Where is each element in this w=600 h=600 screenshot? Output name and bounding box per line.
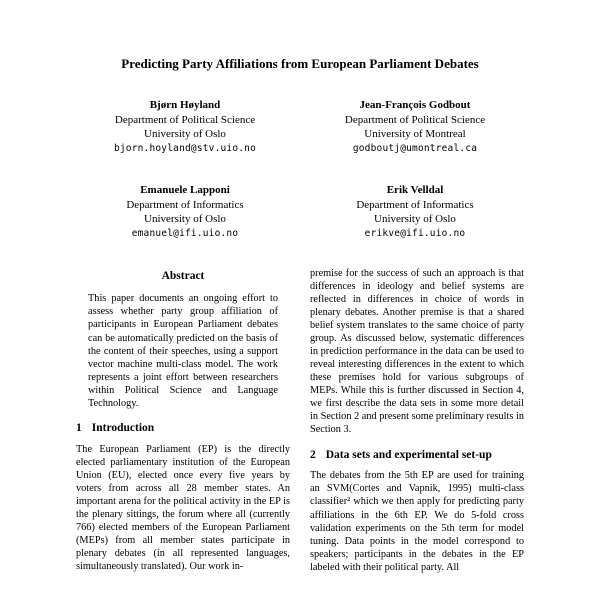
- abstract-heading: Abstract: [161, 269, 205, 282]
- author-name: Jean-François Godbout: [359, 99, 471, 112]
- author-name: Erik Velldal: [386, 184, 444, 197]
- right-column-continued-text: premise for the success of such an approach is that differences in ideology and belief systems are reflected in differences in choice of words in plenary debates. Another premise is that a shared belief system translates to the same choice of party group. As discussed below, systematic differences in prediction performance in the data can be used to reveal interesting differences in the extent to which these premises hold for various subgroups of MEPs. While this is further discussed in Section 4, we first describe the data sets in some more detail in Section 2 and present some preliminary results in Section 3.: [310, 267, 524, 436]
- section-title: Introduction: [91, 421, 155, 434]
- section-title: Data sets and experimental set-up: [325, 448, 492, 461]
- author-university: University of Oslo: [374, 213, 456, 226]
- abstract-text: This paper documents an ongoing effort to assess whether party group affiliation of participants in European Parliament debates can be automatically predicted on the basis of the content of their speeches, using a support vector machine multi-class model. The work represents a joint effort between researchers within Political Science and Language Technology.: [88, 293, 278, 409]
- author-block-grid: [76, 98, 524, 240]
- left-column: [76, 267, 290, 574]
- data-sets-text: The debates from the 5th EP are used for training an SVM(Cortes and Vapnik, 1995) multi-class classifier² which we then apply for predicting party affiliations in the 6th EP. We do 5-fold cross validation experiments on the 5th term for model tuning. Data points in the model correspond to speakers; participants in the debates in the EP labeled with their political party. All: [310, 470, 524, 573]
- section-heading-data-sets: [310, 449, 524, 463]
- introduction-text: The European Parliament (EP) is the directly elected parliamentary institution of the European Union (EU), elected once every five years by voters from across all 28 member states. An important arena for the political activity in the EP is the plenary sittings, the forum where all (currently 766) elected members of the European Parliament (MEPs) from all member states participate in plenary debates (in all represented languages, simultaneously translated). Our work in-: [76, 443, 290, 573]
- author-name: Emanuele Lapponi: [140, 184, 230, 197]
- author-email: emanuel@ifi.uio.no: [131, 228, 239, 240]
- author-department: Department of Informatics: [356, 198, 474, 211]
- author-email: erikve@ifi.uio.no: [364, 228, 466, 240]
- section-number: 2: [310, 448, 316, 461]
- author-department: Department of Political Science: [114, 113, 256, 126]
- author-block: [306, 98, 524, 155]
- author-email: godboutj@umontreal.ca: [352, 143, 478, 155]
- paper-title: Predicting Party Affiliations from European Parliament Debates: [121, 56, 479, 71]
- author-name: Bjørn Høyland: [149, 99, 221, 112]
- author-department: Department of Political Science: [344, 113, 486, 126]
- author-university: University of Montreal: [364, 127, 466, 140]
- section-heading-introduction: [76, 422, 290, 436]
- author-block: [76, 183, 294, 240]
- author-block: [76, 98, 294, 155]
- two-column-body: [76, 267, 524, 574]
- author-university: University of Oslo: [144, 213, 226, 226]
- author-block: [306, 183, 524, 240]
- section-number: 1: [76, 421, 82, 434]
- author-email: bjorn.hoyland@stv.uio.no: [113, 143, 257, 155]
- right-column: [310, 267, 524, 574]
- author-department: Department of Informatics: [126, 198, 244, 211]
- author-university: University of Oslo: [144, 127, 226, 140]
